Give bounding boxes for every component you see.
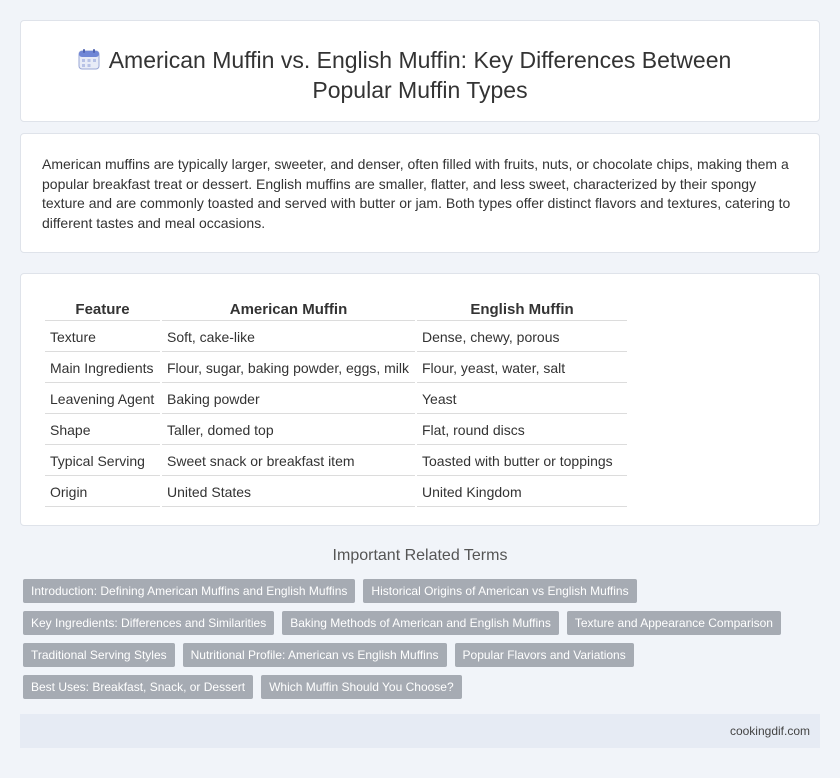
table-cell: Shape <box>45 416 160 445</box>
tag-row <box>23 675 823 699</box>
table-row <box>45 385 627 414</box>
table-cell: Leavening Agent <box>45 385 160 414</box>
table-row <box>45 447 627 476</box>
table-cell: Soft, cake-like <box>162 323 415 352</box>
table-cell: Typical Serving <box>45 447 160 476</box>
footer <box>20 714 820 748</box>
table-row <box>45 354 627 383</box>
table-cell: Texture <box>45 323 160 352</box>
page-title <box>21 45 819 105</box>
table-cell: Origin <box>45 478 160 507</box>
tag-link[interactable]: Nutritional Profile: American vs English Muffins <box>183 643 447 667</box>
tag-row <box>23 643 823 667</box>
intro-paragraph: American muffins are typically larger, sweeter, and denser, often filled with fruits, nuts, or chocolate chips, making them a popular breakfast treat or dessert. English muffins are smaller, flatter, and less sweet, characterized by their spongy texture and are commonly toasted and served with butter or jam. Both types offer distinct flavors and textures, catering to different tastes and meal occasions. <box>42 156 791 231</box>
table-row <box>45 478 627 507</box>
comparison-table <box>43 295 629 509</box>
footer-site-link[interactable]: cookingdif.com <box>729 724 810 738</box>
comparison-card <box>20 273 820 526</box>
table-cell: Yeast <box>417 385 627 414</box>
table-cell: Taller, domed top <box>162 416 415 445</box>
tag-link[interactable]: Introduction: Defining American Muffins and English Muffins <box>23 579 355 603</box>
related-terms-heading: Important Related Terms <box>332 547 508 564</box>
tag-link[interactable]: Traditional Serving Styles <box>23 643 175 667</box>
page-title-line-2: Popular Muffin Types <box>312 77 528 103</box>
intro-card <box>20 133 820 253</box>
column-header-feature: Feature <box>45 297 160 321</box>
table-cell: Dense, chewy, porous <box>417 323 627 352</box>
tag-link[interactable]: Best Uses: Breakfast, Snack, or Dessert <box>23 675 253 699</box>
table-cell: Toasted with butter or toppings <box>417 447 627 476</box>
table-row <box>45 416 627 445</box>
tag-link[interactable]: Popular Flavors and Variations <box>455 643 634 667</box>
tag-link[interactable]: Which Muffin Should You Choose? <box>261 675 462 699</box>
column-header-american: American Muffin <box>162 297 415 321</box>
tag-row <box>23 579 823 603</box>
tag-link[interactable]: Baking Methods of American and English Muffins <box>282 611 559 635</box>
tag-link[interactable]: Historical Origins of American vs English Muffins <box>363 579 636 603</box>
table-cell: United Kingdom <box>417 478 627 507</box>
title-card <box>20 20 820 122</box>
page-title-line-1: American Muffin vs. English Muffin: Key Differences Between <box>108 47 732 73</box>
table-header-row <box>45 297 627 321</box>
table-cell: Baking powder <box>162 385 415 414</box>
related-terms-list <box>23 579 823 707</box>
column-header-english: English Muffin <box>417 297 627 321</box>
tag-row <box>23 611 823 635</box>
tag-link[interactable]: Key Ingredients: Differences and Similarities <box>23 611 274 635</box>
table-row <box>45 323 627 352</box>
table-cell: Main Ingredients <box>45 354 160 383</box>
table-cell: United States <box>162 478 415 507</box>
tag-link[interactable]: Texture and Appearance Comparison <box>567 611 781 635</box>
table-cell: Flat, round discs <box>417 416 627 445</box>
table-cell: Flour, sugar, baking powder, eggs, milk <box>162 354 415 383</box>
table-cell: Sweet snack or breakfast item <box>162 447 415 476</box>
table-cell: Flour, yeast, water, salt <box>417 354 627 383</box>
